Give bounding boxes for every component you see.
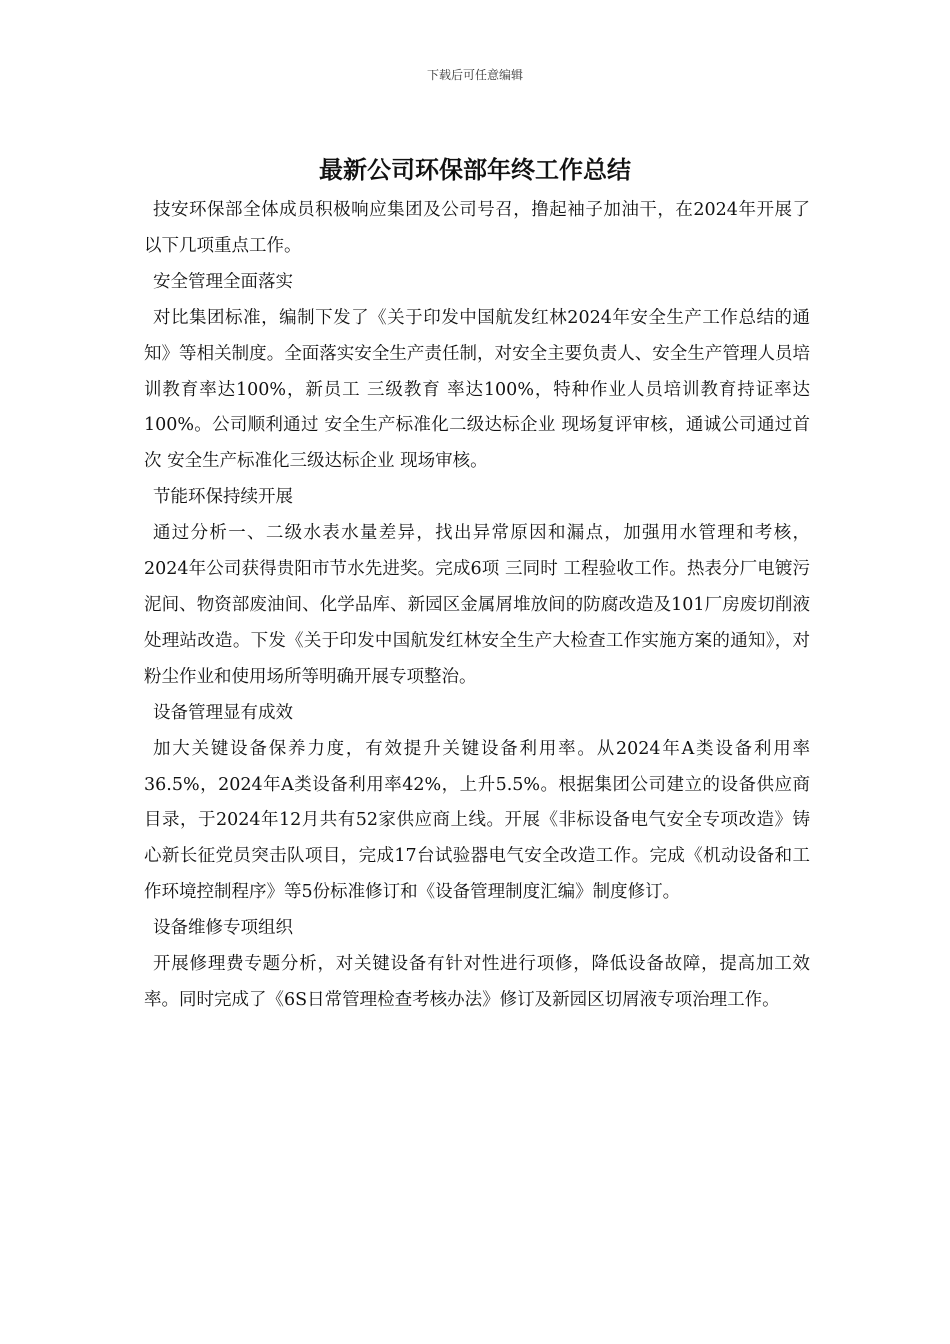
section-heading-equipment: 设备管理显有成效 [153,702,293,723]
section-body-energy: 通过分析一、二级水表水量差异，找出异常原因和漏点，加强用水管理和考核，2024年公司获得贵阳市节水先进奖。完成6项 三同时 工程验收工作。热表分厂电镀污泥间、物资部废油间、化学品库、新园区金属屑堆放间的防腐改造及101厂房废切削液处理站改造。下发《关于印发中国航发红林安全生产大检查工作实施方案的通知》，对粉尘作业和使用场所等明确开展专项整治。 [144,523,810,687]
document-title: 最新公司环保部年终工作总结 [319,156,631,184]
header-note: 下载后可任意编辑 [426,68,523,82]
intro-paragraph: 技安环保部全体成员积极响应集团及公司号召，撸起袖子加油干，在2024年开展了以下几项重点工作。 [144,200,810,256]
section-body-maintenance: 开展修理费专题分析，对关键设备有针对性进行项修，降低设备故障，提高加工效率。同时完成了《6S日常管理检查考核办法》修订及新园区切屑液专项治理工作。 [144,954,810,1010]
section-heading-energy: 节能环保持续开展 [153,487,293,508]
section-heading-maintenance: 设备维修专项组织 [153,918,293,939]
section-heading-safety: 安全管理全面落实 [153,271,293,292]
document-body [144,193,810,1019]
section-body-safety: 对比集团标准，编制下发了《关于印发中国航发红林2024年安全生产工作总结的通知》等相关制度。全面落实安全生产责任制，对安全主要负责人、安全生产管理人员培训教育率达100%，新员工 三级教育 率达100%，特种作业人员培训教育持证率达100%。公司顺利通过 安全生产标准化二级达标企业 现场复评审核，通诚公司通过首次 安全生产标准化三级达标企业 现场审核。 [144,307,810,472]
section-body-equipment: 加大关键设备保养力度，有效提升关键设备利用率。从2024年A类设备利用率36.5%，2024年A类设备利用率42%，上升5.5%。根据集团公司建立的设备供应商目录，于2024年12月共有52家供应商上线。开展《非标设备电气安全专项改造》铸心新长征党员突击队项目，完成17台试验器电气安全改造工作。完成《机动设备和工作环境控制程序》等5份标准修订和《设备管理制度汇编》制度修订。 [144,738,810,903]
